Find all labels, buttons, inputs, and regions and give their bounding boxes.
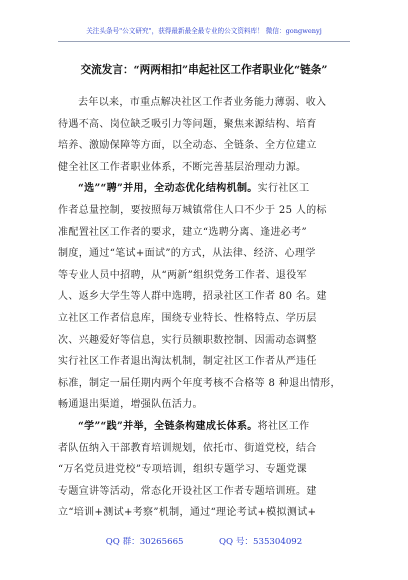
body-line (58, 200, 350, 222)
footer-contact (0, 534, 408, 550)
body-line (58, 157, 350, 179)
line-text: 培养、激励保障等方面，以全动态、全链条、全方位建立 (58, 140, 317, 152)
body-line (58, 222, 350, 244)
document-title: 交流发言：“两两相扣”串起社区工作者职业化“链条” (80, 64, 328, 76)
line-text: 将社区工作 (257, 420, 310, 432)
line-text: 作者总量控制，要按照每万城镇常住人口不少于 25 人的标 (58, 204, 327, 216)
line-text: 去年以来，市重点解决社区工作者业务能力薄弱、收入 (78, 97, 327, 108)
body-line (58, 416, 350, 438)
body-line (58, 135, 350, 157)
line-text: 待遇不高、岗位缺乏吸引力等问题，聚焦来源结构、培育 (58, 118, 317, 130)
document-body (58, 92, 350, 524)
line-text: 专题宣讲等活动，常态化开设社区工作者专题培训班。建 (58, 485, 317, 497)
line-text: 实行社区工作者退出淘汰机制，制定社区工作者从严违任 (58, 356, 317, 368)
line-text: 健全社区工作者职业体系，不断完善基层治理动力源。 (58, 161, 307, 173)
line-text: 等专业人员中招聘，从“两新”组织党务工作者、退役军 (58, 269, 307, 281)
body-line (58, 394, 350, 416)
line-text: 准配置社区工作者的要求，建立“选聘分离、逢进必考” (58, 226, 307, 238)
section-heading: “选”“聘”并用，全动态优化结构机制。 (78, 183, 258, 195)
body-line (58, 286, 350, 308)
body-line (58, 373, 350, 395)
section-heading: “学”“践”并举，全链条构建成长体系。 (78, 420, 258, 432)
body-line (58, 243, 350, 265)
body-line (58, 265, 350, 287)
line-text: 者队伍纳入干部教育培训规划，依托市、街道党校，结合 (58, 442, 317, 454)
header-note: 关注头条号"公文研究"，获得最新最全最专业的公文资料库！ 微信：gongwenyj (86, 27, 322, 35)
body-line (58, 92, 350, 114)
header-divider (58, 41, 350, 42)
body-line (58, 330, 350, 352)
line-text: “万名党员进党校”专项培训，组织专题学习、专题党课 (58, 464, 307, 476)
body-line (58, 438, 350, 460)
body-line (58, 502, 350, 524)
body-line (58, 308, 350, 330)
body-line (58, 459, 350, 481)
line-text: 次、兴趣爱好等信息，实行员额职数控制、因需动态调整 (58, 334, 317, 346)
footer-qq-number: QQ 号：535304092 (219, 537, 303, 547)
line-text: 实行社区工 (257, 183, 310, 195)
footer-qq-group: QQ 群：30265665 (105, 537, 184, 547)
line-text: 标准，制定一届任期内两个年度考核不合格等 8 种退出情形， (58, 377, 341, 389)
body-line (58, 114, 350, 136)
body-line (58, 481, 350, 503)
line-text: 制度，通过“笔试+面试”的方式，从法律、经济、心理学 (58, 248, 316, 260)
body-line (58, 351, 350, 373)
line-text: 立“培训+测试+考察”机制，通过“理论考试+模拟测试+ (58, 507, 317, 519)
line-text: 畅通退出渠道，增强队伍活力。 (58, 399, 203, 411)
line-text: 立社区工作者信息库，围绕专业特长、性格特点、学历层 (58, 312, 317, 324)
line-text: 人、返乡大学生等人群中选聘，招录社区工作者 80 名。建 (58, 291, 327, 303)
body-line (58, 178, 350, 200)
